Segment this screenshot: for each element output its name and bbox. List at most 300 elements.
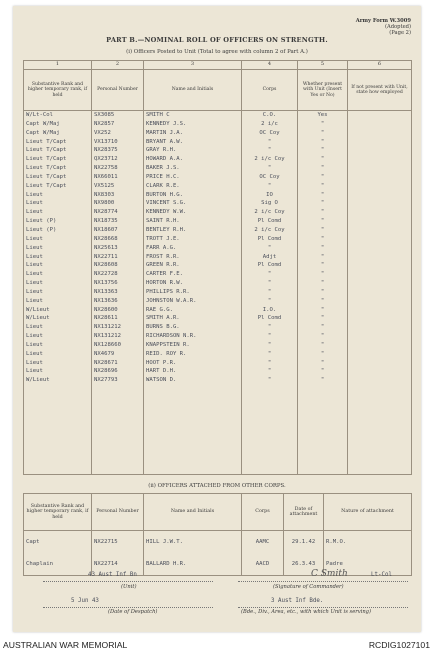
officer-rank: W/Lt-Col bbox=[24, 111, 92, 120]
officer-rank: Lieut (P) bbox=[24, 217, 92, 226]
officer-present: Yes bbox=[298, 111, 348, 120]
officer-corps bbox=[242, 447, 298, 456]
officer-row bbox=[24, 164, 412, 173]
officer-rank: Lieut T/Capt bbox=[24, 173, 92, 182]
officer-rank: Lieut bbox=[24, 359, 92, 368]
officer-rank: Lieut bbox=[24, 288, 92, 297]
officers-on-strength-table bbox=[23, 60, 412, 475]
officer-corps bbox=[242, 403, 298, 412]
officer-rank: Lieut bbox=[24, 208, 92, 217]
officer-name: CLARK R.E. bbox=[144, 182, 242, 191]
brigade-line bbox=[238, 607, 408, 608]
officer-present: " bbox=[298, 297, 348, 306]
officer-present bbox=[298, 456, 348, 465]
officer-name bbox=[144, 438, 242, 447]
officer-present bbox=[298, 385, 348, 394]
officer-name: HOOT P.R. bbox=[144, 359, 242, 368]
officer-number bbox=[92, 412, 144, 421]
officer-row bbox=[24, 120, 412, 129]
officer-number: NX28611 bbox=[92, 314, 144, 323]
officer-name bbox=[144, 421, 242, 430]
officer-row bbox=[24, 323, 412, 332]
attached-number: NX22715 bbox=[92, 531, 144, 554]
officer-name: BURNS B.G. bbox=[144, 323, 242, 332]
officer-corps: " bbox=[242, 350, 298, 359]
officer-present: " bbox=[298, 323, 348, 332]
officer-present: " bbox=[298, 288, 348, 297]
officer-rank: Lieut bbox=[24, 297, 92, 306]
officer-number: NX2857 bbox=[92, 120, 144, 129]
officer-employment bbox=[348, 332, 412, 341]
attached-header-row bbox=[24, 494, 412, 531]
officer-rank: Capt W/Maj bbox=[24, 129, 92, 138]
officer-corps bbox=[242, 456, 298, 465]
officer-rank: Lieut bbox=[24, 367, 92, 376]
officer-present: " bbox=[298, 129, 348, 138]
officer-number: VX5125 bbox=[92, 182, 144, 191]
officer-present bbox=[298, 394, 348, 403]
attached-corps: AAMC bbox=[242, 531, 284, 554]
officer-name: HORTON R.W. bbox=[144, 279, 242, 288]
officer-corps: Sig O bbox=[242, 199, 298, 208]
officer-present: " bbox=[298, 367, 348, 376]
footer-reference: RCDIG1027101 bbox=[368, 640, 430, 650]
officer-name: CARTER F.E. bbox=[144, 270, 242, 279]
officer-corps: " bbox=[242, 359, 298, 368]
officer-employment bbox=[348, 173, 412, 182]
officer-corps bbox=[242, 412, 298, 421]
officer-rank bbox=[24, 447, 92, 456]
officer-rows bbox=[24, 111, 412, 475]
form-number-block bbox=[356, 18, 411, 36]
officer-number: NX22758 bbox=[92, 164, 144, 173]
officer-row bbox=[24, 129, 412, 138]
officer-name: RICHARDSON N.R. bbox=[144, 332, 242, 341]
officer-employment bbox=[348, 244, 412, 253]
officer-name: GREEN R.R. bbox=[144, 261, 242, 270]
officer-employment bbox=[348, 279, 412, 288]
officer-name: SMITH C bbox=[144, 111, 242, 120]
officer-row bbox=[24, 244, 412, 253]
section1-subtitle: (i) Officers Posted to Unit (Total to agree with column 2 of Part A.) bbox=[126, 49, 308, 55]
officer-employment bbox=[348, 261, 412, 270]
officer-rank: Lieut bbox=[24, 323, 92, 332]
officer-name: JOHNSTON W.A.R. bbox=[144, 297, 242, 306]
officer-number bbox=[92, 429, 144, 438]
attached-header-name: Name and Initials bbox=[144, 494, 242, 531]
officer-employment bbox=[348, 146, 412, 155]
officer-corps bbox=[242, 465, 298, 474]
officer-present: " bbox=[298, 164, 348, 173]
officer-name: FROST R.R. bbox=[144, 253, 242, 262]
attached-header-number: Personal Number bbox=[92, 494, 144, 531]
officer-employment bbox=[348, 438, 412, 447]
officer-row bbox=[24, 438, 412, 447]
officer-row bbox=[24, 146, 412, 155]
officer-corps: " bbox=[242, 341, 298, 350]
officer-number: NX28671 bbox=[92, 359, 144, 368]
officer-employment bbox=[348, 235, 412, 244]
officer-employment bbox=[348, 288, 412, 297]
officer-employment bbox=[348, 447, 412, 456]
officer-corps bbox=[242, 429, 298, 438]
officer-employment bbox=[348, 155, 412, 164]
officer-row bbox=[24, 155, 412, 164]
officer-corps: " bbox=[242, 164, 298, 173]
officer-employment bbox=[348, 385, 412, 394]
officer-row bbox=[24, 111, 412, 120]
column-number: 3 bbox=[144, 61, 242, 70]
officer-employment bbox=[348, 465, 412, 474]
officer-corps: OC Coy bbox=[242, 129, 298, 138]
officer-present: " bbox=[298, 138, 348, 147]
attached-nature: R.M.O. bbox=[324, 531, 412, 554]
form-page: (Page 2) bbox=[389, 30, 411, 36]
officer-rank: Lieut bbox=[24, 253, 92, 262]
officer-present: " bbox=[298, 217, 348, 226]
officer-employment bbox=[348, 270, 412, 279]
officer-employment bbox=[348, 350, 412, 359]
officer-number: VX13710 bbox=[92, 138, 144, 147]
officer-rank: Lieut bbox=[24, 279, 92, 288]
officer-rank: Lieut T/Capt bbox=[24, 182, 92, 191]
officer-rank bbox=[24, 403, 92, 412]
officer-present bbox=[298, 403, 348, 412]
officer-name: REID. ROY R. bbox=[144, 350, 242, 359]
officer-row bbox=[24, 226, 412, 235]
officer-present bbox=[298, 421, 348, 430]
attached-number: NX22714 bbox=[92, 553, 144, 576]
attached-corps: AACD bbox=[242, 553, 284, 576]
officer-employment bbox=[348, 456, 412, 465]
officer-number: QX23712 bbox=[92, 155, 144, 164]
brigade-value: 3 Aust Inf Bde. bbox=[271, 598, 324, 604]
officer-number bbox=[92, 385, 144, 394]
officer-row bbox=[24, 138, 412, 147]
officer-corps bbox=[242, 394, 298, 403]
officer-row bbox=[24, 182, 412, 191]
officer-row bbox=[24, 288, 412, 297]
officer-rank bbox=[24, 394, 92, 403]
officer-number: NX13636 bbox=[92, 297, 144, 306]
officer-rank: Lieut T/Capt bbox=[24, 155, 92, 164]
officer-employment bbox=[348, 129, 412, 138]
officer-employment bbox=[348, 367, 412, 376]
officer-name: SAINT R.H. bbox=[144, 217, 242, 226]
officer-corps: OC Coy bbox=[242, 173, 298, 182]
officer-employment bbox=[348, 208, 412, 217]
officer-rank: Lieut bbox=[24, 191, 92, 200]
officer-employment bbox=[348, 412, 412, 421]
officer-name bbox=[144, 429, 242, 438]
brigade-caption: (Bde., Div., Area, etc., with which Unit is serving) bbox=[241, 609, 372, 615]
officer-employment bbox=[348, 226, 412, 235]
officer-number bbox=[92, 447, 144, 456]
officer-number: NX22711 bbox=[92, 253, 144, 262]
officer-name: BENTLEY R.H. bbox=[144, 226, 242, 235]
officer-rank bbox=[24, 429, 92, 438]
officer-number: NX28375 bbox=[92, 146, 144, 155]
officer-rank: Lieut (P) bbox=[24, 226, 92, 235]
officer-rank bbox=[24, 385, 92, 394]
column-number: 1 bbox=[24, 61, 92, 70]
officer-corps: I.O. bbox=[242, 306, 298, 315]
officer-name: HART D.H. bbox=[144, 367, 242, 376]
officer-row bbox=[24, 376, 412, 385]
officer-corps: Pl Comd bbox=[242, 261, 298, 270]
despatch-line bbox=[43, 607, 213, 608]
officer-corps: " bbox=[242, 367, 298, 376]
officer-number bbox=[92, 438, 144, 447]
attached-rank: Chaplain bbox=[24, 553, 92, 576]
attached-rank: Capt bbox=[24, 531, 92, 554]
despatch-date: 5 Jun 43 bbox=[71, 598, 99, 604]
officer-name bbox=[144, 403, 242, 412]
officer-rank: Lieut T/Capt bbox=[24, 164, 92, 173]
officer-employment bbox=[348, 191, 412, 200]
despatch-caption: (Date of Despatch) bbox=[108, 609, 158, 615]
officer-row bbox=[24, 465, 412, 474]
officer-present: " bbox=[298, 182, 348, 191]
officer-present: " bbox=[298, 359, 348, 368]
officer-corps: " bbox=[242, 297, 298, 306]
attached-header-nature: Nature of attachment bbox=[324, 494, 412, 531]
officer-present: " bbox=[298, 146, 348, 155]
officer-present: " bbox=[298, 270, 348, 279]
attached-header-rank: Substantive Rank and higher temporary rank, if held bbox=[24, 494, 92, 531]
officer-present: " bbox=[298, 155, 348, 164]
officer-present: " bbox=[298, 279, 348, 288]
officer-employment bbox=[348, 297, 412, 306]
officer-number: VX252 bbox=[92, 129, 144, 138]
footer-institution: AUSTRALIAN WAR MEMORIAL bbox=[3, 640, 128, 650]
officer-rank bbox=[24, 421, 92, 430]
attached-row bbox=[24, 531, 412, 554]
column-header-present: Whether present with Unit (Insert Yes or No) bbox=[298, 70, 348, 111]
attached-name: HILL J.W.T. bbox=[144, 531, 242, 554]
officer-present: " bbox=[298, 244, 348, 253]
officer-name: HOWARD A.A. bbox=[144, 155, 242, 164]
form-adopted: (Adopted) bbox=[384, 24, 411, 30]
officer-employment bbox=[348, 253, 412, 262]
officer-rank: W/Lieut bbox=[24, 306, 92, 315]
officer-employment bbox=[348, 359, 412, 368]
officer-name: SMITH A.R. bbox=[144, 314, 242, 323]
officer-name bbox=[144, 465, 242, 474]
officer-corps: Pl Comd bbox=[242, 217, 298, 226]
officer-row bbox=[24, 403, 412, 412]
attached-header-corps: Corps bbox=[242, 494, 284, 531]
officer-number bbox=[92, 465, 144, 474]
commander-signature: C Smith bbox=[311, 569, 348, 579]
officer-corps bbox=[242, 385, 298, 394]
column-number: 6 bbox=[348, 61, 412, 70]
commander-rank: Lt-Col bbox=[371, 572, 392, 578]
officer-present: " bbox=[298, 261, 348, 270]
officer-number: NX28774 bbox=[92, 208, 144, 217]
officer-rank: Lieut bbox=[24, 235, 92, 244]
officer-row bbox=[24, 412, 412, 421]
officer-corps: " bbox=[242, 332, 298, 341]
officer-name: TROTT J.E. bbox=[144, 235, 242, 244]
officer-corps bbox=[242, 421, 298, 430]
officer-corps: C.O. bbox=[242, 111, 298, 120]
officer-corps: " bbox=[242, 376, 298, 385]
officer-employment bbox=[348, 138, 412, 147]
column-number-row bbox=[24, 61, 412, 70]
officer-number bbox=[92, 421, 144, 430]
officer-number bbox=[92, 394, 144, 403]
officer-row bbox=[24, 270, 412, 279]
officer-present: " bbox=[298, 350, 348, 359]
officer-employment bbox=[348, 164, 412, 173]
column-header-row bbox=[24, 70, 412, 111]
officer-row bbox=[24, 306, 412, 315]
officer-present: " bbox=[298, 173, 348, 182]
officer-number: NX66011 bbox=[92, 173, 144, 182]
officer-corps: 2 i/c Coy bbox=[242, 208, 298, 217]
attached-nature: Padre bbox=[324, 553, 412, 576]
attached-officers-table bbox=[23, 493, 412, 576]
officer-name: PHILLIPS R.R. bbox=[144, 288, 242, 297]
officer-employment bbox=[348, 403, 412, 412]
officer-number: NX13363 bbox=[92, 288, 144, 297]
officer-present bbox=[298, 465, 348, 474]
officer-employment bbox=[348, 341, 412, 350]
officer-number: NX25613 bbox=[92, 244, 144, 253]
officer-present: " bbox=[298, 208, 348, 217]
officer-row bbox=[24, 341, 412, 350]
officer-number: NX131212 bbox=[92, 323, 144, 332]
officer-corps: 2 i/c Coy bbox=[242, 226, 298, 235]
officer-corps: Pl Comd bbox=[242, 314, 298, 323]
attached-date: 29.1.42 bbox=[284, 531, 324, 554]
officer-name: VINCENT S.G. bbox=[144, 199, 242, 208]
officer-row bbox=[24, 297, 412, 306]
officer-number: NX27793 bbox=[92, 376, 144, 385]
officer-number: NX128660 bbox=[92, 341, 144, 350]
attached-date: 26.3.43 bbox=[284, 553, 324, 576]
officer-present: " bbox=[298, 306, 348, 315]
officer-row bbox=[24, 447, 412, 456]
officer-present: " bbox=[298, 341, 348, 350]
officer-corps: Pl Comd bbox=[242, 235, 298, 244]
officer-row bbox=[24, 253, 412, 262]
officer-row bbox=[24, 217, 412, 226]
column-number: 2 bbox=[92, 61, 144, 70]
officer-name: MARTIN J.A. bbox=[144, 129, 242, 138]
officer-name: BRYANT A.W. bbox=[144, 138, 242, 147]
column-header-name: Name and Initials bbox=[144, 70, 242, 111]
officer-row bbox=[24, 191, 412, 200]
officer-rank: Lieut bbox=[24, 244, 92, 253]
officer-corps: 2 i/c bbox=[242, 120, 298, 129]
officer-row bbox=[24, 208, 412, 217]
officer-corps: " bbox=[242, 279, 298, 288]
officer-name bbox=[144, 385, 242, 394]
officer-number: NX131212 bbox=[92, 332, 144, 341]
officer-employment bbox=[348, 394, 412, 403]
officer-name: GRAY R.H. bbox=[144, 146, 242, 155]
column-header-number: Personal Number bbox=[92, 70, 144, 111]
officer-number: SX3085 bbox=[92, 111, 144, 120]
officer-corps bbox=[242, 438, 298, 447]
officer-employment bbox=[348, 182, 412, 191]
signature-caption: (Signature of Commander) bbox=[273, 584, 344, 590]
officer-corps: 2 i/c Coy bbox=[242, 155, 298, 164]
officer-present: " bbox=[298, 191, 348, 200]
officer-employment bbox=[348, 111, 412, 120]
officer-number bbox=[92, 456, 144, 465]
officer-rank bbox=[24, 438, 92, 447]
officer-present: " bbox=[298, 226, 348, 235]
officer-employment bbox=[348, 421, 412, 430]
officer-corps: " bbox=[242, 146, 298, 155]
officer-number: NX28696 bbox=[92, 367, 144, 376]
unit-line bbox=[43, 581, 213, 582]
officer-number: NX22728 bbox=[92, 270, 144, 279]
column-header-rank: Substantive Rank and higher temporary rank, if held bbox=[24, 70, 92, 111]
officer-name: WATSON D. bbox=[144, 376, 242, 385]
officer-employment bbox=[348, 429, 412, 438]
officer-row bbox=[24, 279, 412, 288]
officer-employment bbox=[348, 376, 412, 385]
officer-employment bbox=[348, 199, 412, 208]
unit-value: 43 Aust Inf Bn bbox=[88, 572, 137, 578]
officer-employment bbox=[348, 314, 412, 323]
officer-number bbox=[92, 403, 144, 412]
officer-present bbox=[298, 429, 348, 438]
column-number: 5 bbox=[298, 61, 348, 70]
column-header-employed: If not present with Unit, state how employed bbox=[348, 70, 412, 111]
officer-present bbox=[298, 438, 348, 447]
officer-name: KENNEDY J.S. bbox=[144, 120, 242, 129]
officer-rank: Lieut bbox=[24, 341, 92, 350]
officer-number: NX28608 bbox=[92, 261, 144, 270]
officer-rank: Lieut bbox=[24, 199, 92, 208]
form-number: Army Form W.3009 bbox=[355, 18, 411, 24]
officer-row bbox=[24, 429, 412, 438]
officer-number: NX8303 bbox=[92, 191, 144, 200]
officer-present: " bbox=[298, 235, 348, 244]
attached-header-date: Date of attachment bbox=[284, 494, 324, 531]
officer-present: " bbox=[298, 332, 348, 341]
officer-present bbox=[298, 412, 348, 421]
officer-rank: W/Lieut bbox=[24, 376, 92, 385]
officer-number: NX28668 bbox=[92, 235, 144, 244]
officer-number: NX4679 bbox=[92, 350, 144, 359]
officer-row bbox=[24, 261, 412, 270]
attached-row bbox=[24, 553, 412, 576]
officer-rank: W/Lieut bbox=[24, 314, 92, 323]
officer-name: KNAPPSTEIN R. bbox=[144, 341, 242, 350]
section2-subtitle: (ii) OFFICERS ATTACHED FROM OTHER CORPS. bbox=[148, 483, 286, 489]
officer-corps: " bbox=[242, 182, 298, 191]
officer-rank: Lieut T/Capt bbox=[24, 146, 92, 155]
officer-row bbox=[24, 350, 412, 359]
officer-rank bbox=[24, 412, 92, 421]
officer-row bbox=[24, 385, 412, 394]
officer-present: " bbox=[298, 314, 348, 323]
officer-number: NX18735 bbox=[92, 217, 144, 226]
unit-caption: (Unit) bbox=[121, 584, 137, 590]
officer-row bbox=[24, 421, 412, 430]
officer-rank: Lieut T/Capt bbox=[24, 138, 92, 147]
officer-present bbox=[298, 447, 348, 456]
officer-employment bbox=[348, 306, 412, 315]
column-header-corps: Corps bbox=[242, 70, 298, 111]
officer-row bbox=[24, 199, 412, 208]
